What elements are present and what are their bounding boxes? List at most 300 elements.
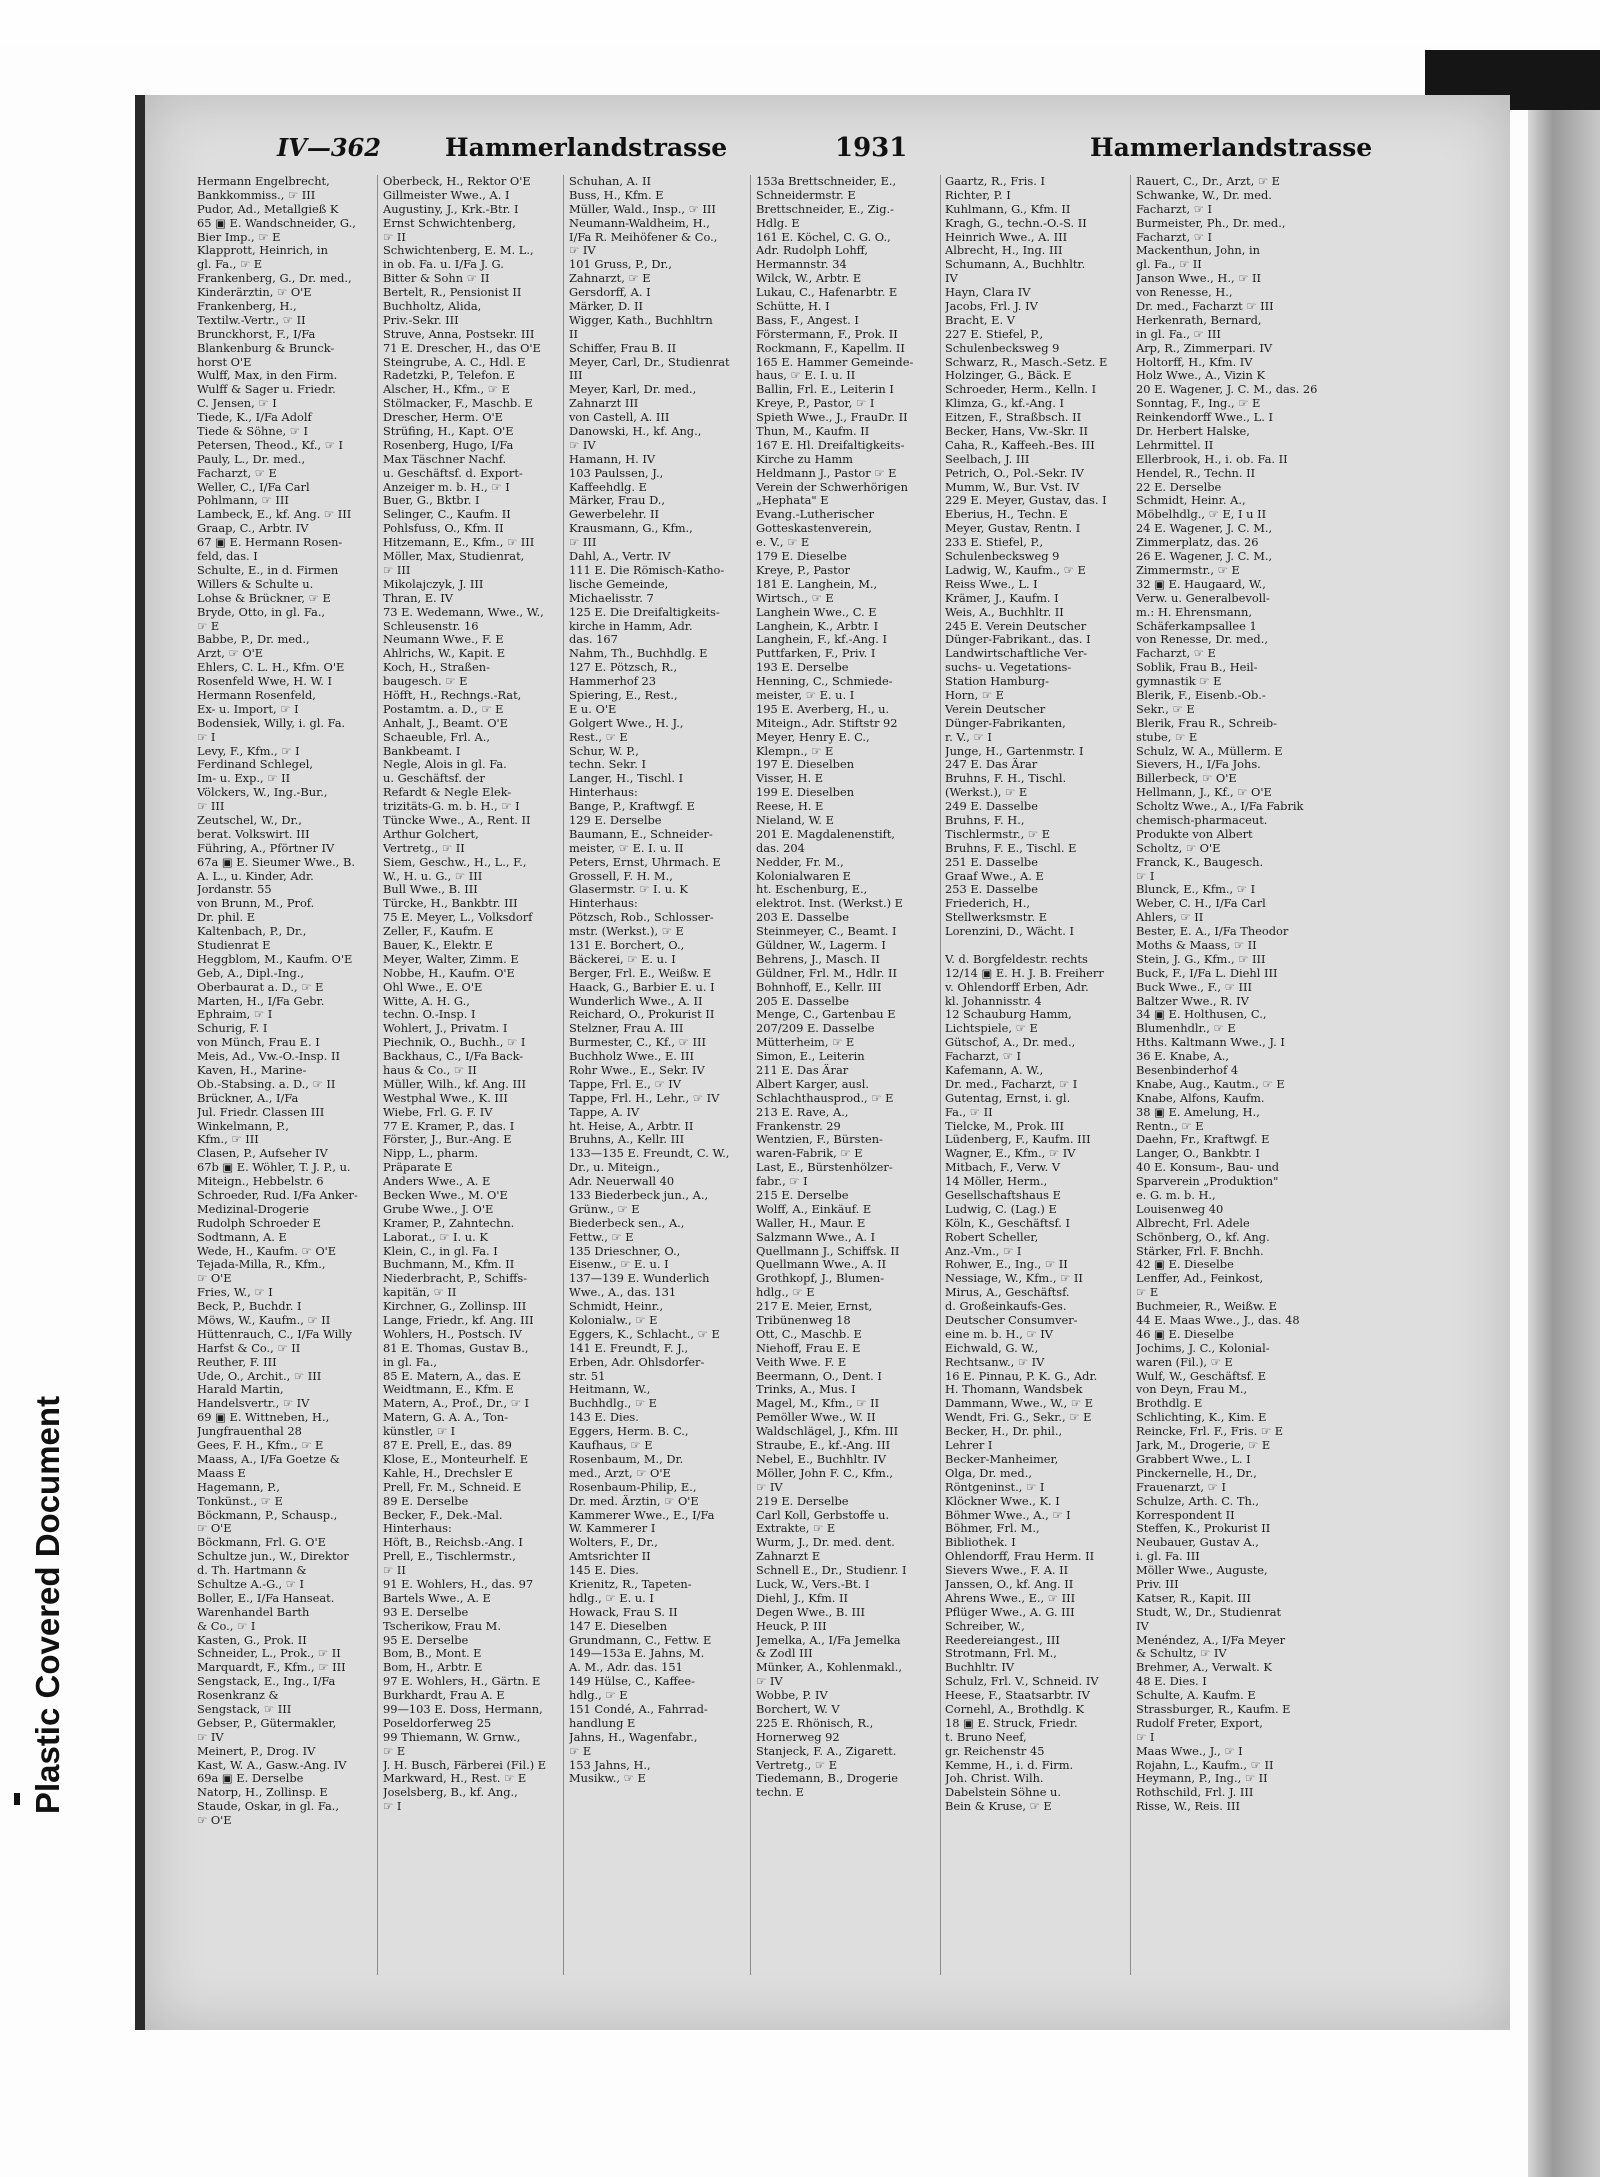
directory-entry-line: Natorp, H., Zollinsp. E	[197, 1786, 328, 1800]
directory-entry-line: Zahnarzt, ☞ E	[569, 272, 651, 286]
directory-entry-line: Quellmann J., Schiffsk. II	[756, 1244, 900, 1258]
directory-entry-line: Klapprott, Heinrich, in	[197, 244, 328, 258]
directory-entry-line: Stelzner, Frau A. III	[569, 1022, 684, 1036]
page-header	[145, 133, 1510, 169]
directory-entry-line: Boller, E., I/Fa Hanseat.	[197, 1591, 335, 1605]
directory-entry-line: 36 E. Knabe, A.,	[1136, 1050, 1230, 1064]
directory-entry-line: Besenbinderhof 4	[1136, 1064, 1239, 1077]
directory-entry-line: Hüttenrauch, C., I/Fa Willy	[197, 1327, 352, 1341]
directory-entry-line: Rest., ☞ E	[569, 730, 628, 744]
directory-entry-line: Poseldorferweg 25	[383, 1716, 492, 1730]
directory-entry-line: Schwarz, R., Masch.-Setz. E	[945, 355, 1108, 369]
directory-entry-line: Strassburger, R., Kaufm. E	[1136, 1702, 1291, 1716]
directory-entry-line: Förster, J., Bur.-Ang. E	[383, 1133, 512, 1147]
directory-entry-line: Sodtmann, A. E	[197, 1230, 287, 1244]
directory-entry-line: Kasten, G., Prok. II	[197, 1633, 307, 1647]
directory-entry-line: Cornehl, A., Brothdlg. K	[945, 1702, 1084, 1716]
directory-entry-line: Bom, H., Arbtr. E	[383, 1661, 483, 1675]
directory-entry-line: Kragh, G., techn.-O.-S. II	[945, 216, 1087, 230]
directory-entry-line: Ex- u. Import, ☞ I	[197, 702, 299, 716]
directory-entry-line: Ude, O., Archit., ☞ III	[197, 1369, 322, 1383]
directory-entry-line: Verw. u. Generalbevoll-	[1136, 591, 1270, 605]
directory-entry-line: Burmeister, Ph., Dr. med.,	[1136, 216, 1286, 230]
directory-entry-line: Wilck, W., Arbtr. E	[756, 272, 862, 286]
directory-entry-line: 213 E. Rave, A.,	[756, 1105, 849, 1119]
directory-entry-line: Behrens, J., Masch. II	[756, 952, 880, 966]
directory-entry-line: Hths. Kaltmann Wwe., J. I	[1136, 1036, 1285, 1050]
directory-entry-line: Menéndez, A., I/Fa Meyer	[1136, 1633, 1286, 1647]
directory-entry-line: meister, ☞ E. I. u. II	[569, 841, 684, 855]
directory-entry-line: Steffen, K., Prokurist II	[1136, 1522, 1271, 1536]
directory-entry-line: Niehoff, Frau E. E	[756, 1341, 861, 1355]
directory-entry-line: Rosenbaum-Philip, E.,	[569, 1480, 697, 1494]
directory-entry-line: Frankenstr. 29	[756, 1119, 841, 1133]
directory-entry-line: Hinterhaus:	[383, 1522, 452, 1536]
directory-entry-line: 46 ▣ E. Dieselbe	[1136, 1327, 1234, 1341]
directory-entry-line: Schäferkampsallee 1	[1136, 619, 1257, 633]
directory-entry-line: Kirchner, G., Zollinsp. III	[383, 1300, 527, 1314]
directory-entry-line: ☞ IV	[756, 1675, 783, 1689]
directory-entry-line: Harfst & Co., ☞ II	[197, 1341, 301, 1355]
directory-entry-line: horst O'E	[197, 355, 252, 369]
directory-entry-line: elektrot. Inst. (Werkst.) E	[756, 897, 903, 911]
directory-entry-line: Hdlg. E	[756, 216, 800, 230]
directory-entry-line: Gütschof, A., Dr. med.,	[945, 1036, 1076, 1050]
directory-entry-line: Mackenthun, John, in	[1136, 244, 1260, 258]
directory-entry-line: ☞ E	[569, 1744, 592, 1758]
directory-entry-line: Schumann, A., Buchhltr.	[945, 258, 1086, 272]
directory-entry-line: ☞ I	[1136, 1730, 1155, 1744]
directory-entry-line: Nahm, Th., Buchhdlg. E	[569, 647, 708, 661]
directory-entry-line: Kemme, H., i. d. Firm.	[945, 1758, 1074, 1772]
directory-entry-line: Jungfrauenthal 28	[197, 1425, 302, 1439]
directory-entry-line: in gl. Fa., ☞ III	[1136, 327, 1221, 341]
directory-entry-line: Burkhardt, Frau A. E	[383, 1689, 505, 1703]
directory-entry-line: Spiering, E., Rest.,	[569, 688, 678, 702]
directory-entry-line: Hermann Engelbrecht,	[197, 175, 330, 188]
directory-entry-line: Weidtmann, E., Kfm. E	[383, 1383, 514, 1397]
directory-entry-line: Meis, Ad., Vw.-O.-Insp. II	[197, 1050, 340, 1064]
directory-entry-line: Levy, F., Kfm., ☞ I	[197, 744, 300, 758]
directory-entry-line: Junge, H., Gartenmstr. I	[945, 744, 1084, 758]
directory-entry-line: gymnastik ☞ E	[1136, 675, 1222, 689]
directory-entry-line: Wolters, F., Dr.,	[569, 1536, 658, 1550]
directory-entry-line: Amtsrichter II	[569, 1550, 651, 1564]
directory-entry-line: Zahnarzt III	[569, 397, 639, 411]
directory-entry-line: Soblik, Frau B., Heil-	[1136, 661, 1258, 675]
directory-entry-line: Heinrich Wwe., A. III	[945, 230, 1068, 244]
directory-entry-line: Schmidt, Heinr.,	[569, 1300, 664, 1314]
directory-entry-line: Ferdinand Schlegel,	[197, 758, 313, 772]
directory-entry-line: suchs- u. Vegetations-	[945, 661, 1072, 675]
directory-entry-line: Tiedemann, B., Drogerie	[756, 1772, 899, 1786]
directory-entry-line: 143 E. Dies.	[569, 1411, 639, 1425]
directory-entry-line: 253 E. Dasselbe	[945, 883, 1038, 897]
directory-entry-line: Priv. III	[1136, 1577, 1179, 1591]
directory-entry-line: Waller, H., Maur. E	[756, 1216, 866, 1230]
directory-entry-line: Degen Wwe., B. III	[756, 1605, 866, 1619]
directory-entry-line: Miteign., Hebbelstr. 6	[197, 1175, 324, 1189]
directory-entry-line: Hinterhaus:	[569, 786, 638, 800]
directory-entry-line: Böckmann, Frl. G. O'E	[197, 1536, 326, 1550]
directory-entry-line: Produkte von Albert	[1136, 827, 1253, 841]
directory-entry-line: 149 Hülse, C., Kaffee-	[569, 1675, 695, 1689]
directory-entry-line: Steinmeyer, C., Beamt. I	[756, 925, 897, 939]
directory-entry-line: Kfm., ☞ III	[197, 1133, 259, 1147]
directory-entry-line: Reiss Wwe., L. I	[945, 577, 1038, 591]
directory-entry-line: med., Arzt, ☞ O'E	[569, 1466, 671, 1480]
directory-entry-line: Nessiage, W., Kfm., ☞ II	[945, 1272, 1083, 1286]
directory-entry-line: Seelbach, J. III	[945, 452, 1030, 466]
directory-entry-line: Schwichtenberg, E. M. L.,	[383, 244, 534, 258]
directory-entry-line: 65 ▣ E. Wandschneider, G.,	[197, 216, 356, 230]
directory-entry-line: Mitbach, F., Verw. V	[945, 1161, 1061, 1175]
directory-entry-line: 167 E. Hl. Dreifaltigkeits-	[756, 438, 905, 452]
directory-entry-line: Frankenberg, G., Dr. med.,	[197, 272, 352, 286]
directory-entry-line: Petersen, Theod., Kf., ☞ I	[197, 438, 344, 452]
directory-entry-line: Grundmann, C., Fettw. E	[569, 1633, 712, 1647]
directory-entry-line: das. 167	[569, 633, 618, 647]
directory-entry-line: Wurm, J., Dr. med. dent.	[756, 1536, 895, 1550]
directory-column-4	[756, 175, 934, 1995]
directory-entry-line: Schroeder, Herm., Kelln. I	[945, 383, 1097, 397]
directory-entry-line: Jark, M., Drogerie, ☞ E	[1136, 1439, 1271, 1453]
directory-entry-line: d. Großeinkaufs-Ges.	[945, 1300, 1067, 1314]
directory-entry-line: Schnell E., Dr., Studienr. I	[756, 1564, 907, 1578]
directory-entry-line: Albrecht, H., Ing. III	[945, 244, 1063, 258]
directory-entry-line: Ahlers, ☞ II	[1136, 911, 1204, 925]
directory-entry-line: Becker, Hans, Vw.-Skr. II	[945, 425, 1088, 439]
directory-entry-line: Blerik, F., Eisenb.-Ob.-	[1136, 688, 1266, 702]
directory-entry-line: Holzinger, G., Bäck. E	[945, 369, 1072, 383]
directory-entry-line: Laborat., ☞ I. u. K	[383, 1230, 488, 1244]
directory-entry-line: Kaven, H., Marine-	[197, 1064, 307, 1077]
directory-entry-line: Becker, F., Dek.-Mal.	[383, 1508, 503, 1522]
directory-entry-line: Krausmann, G., Kfm.,	[569, 522, 693, 536]
directory-entry-line: Kinderärztin, ☞ O'E	[197, 286, 312, 300]
directory-entry-line: Howack, Frau S. II	[569, 1605, 678, 1619]
directory-entry-line: Röntgeninst., ☞ I	[945, 1480, 1045, 1494]
directory-entry-line: Gillmeister Wwe., A. I	[383, 188, 510, 202]
directory-entry-line: Daehn, Fr., Kraftwgf. E	[1136, 1133, 1270, 1147]
directory-entry-line: mstr. (Werkst.), ☞ E	[569, 925, 684, 939]
directory-entry-line: fabr., ☞ I	[756, 1175, 808, 1189]
directory-entry-line: künstler, ☞ I	[383, 1425, 456, 1439]
directory-entry-line: 153a Brettschneider, E.,	[756, 175, 897, 188]
directory-entry-line: Nipp, L., pharm.	[383, 1147, 479, 1161]
directory-entry-line: Haack, G., Barbier E. u. I	[569, 980, 715, 994]
directory-entry-line: Nebel, E., Buchhltr. IV	[756, 1452, 886, 1466]
directory-entry-line: ☞ III	[569, 536, 597, 550]
directory-entry-line: Zeller, F., Kaufm. E	[383, 925, 494, 939]
directory-entry-line: Bester, E. A., I/Fa Theodor	[1136, 925, 1289, 939]
directory-entry-line: Bitter & Sohn ☞ II	[383, 272, 490, 286]
directory-entry-line: Klein, C., in gl. Fa. I	[383, 1244, 498, 1258]
directory-entry-line: stube, ☞ E	[1136, 730, 1198, 744]
directory-entry-line: Henning, C., Schmiede-	[756, 675, 893, 689]
directory-entry-line: str. 51	[569, 1369, 606, 1383]
directory-entry-line: Baltzer Wwe., R. IV	[1136, 994, 1249, 1008]
directory-entry-line: Maass E	[197, 1466, 246, 1480]
directory-entry-line: Brehmer, A., Verwalt. K	[1136, 1661, 1272, 1675]
directory-entry-line: Reuther, F. III	[197, 1355, 277, 1369]
directory-entry-line: Böhmer Wwe., A., ☞ I	[945, 1508, 1071, 1522]
directory-entry-line: Lüdenberg, F., Kaufm. III	[945, 1133, 1091, 1147]
directory-entry-line: Sengstack, ☞ III	[197, 1702, 292, 1716]
directory-column-2	[383, 175, 557, 1995]
directory-entry-line: Anhalt, J., Beamt. O'E	[383, 716, 509, 730]
directory-entry-line: Franck, K., Baugesch.	[1136, 855, 1264, 869]
directory-entry-line: Tejada-Milla, R., Kfm.,	[197, 1258, 326, 1272]
directory-entry-line: IV	[945, 272, 958, 286]
directory-entry-line: Spieth Wwe., J., FrauDr. II	[756, 411, 908, 425]
directory-entry-line: 251 E. Dasselbe	[945, 855, 1038, 869]
directory-entry-line: Golgert Wwe., H. J.,	[569, 716, 684, 730]
directory-entry-line: eine m. b. H., ☞ IV	[945, 1327, 1054, 1341]
directory-entry-line: Waldschlägel, J., Kfm. III	[756, 1425, 899, 1439]
directory-entry-line: 16 E. Pinnau, P. K. G., Adr.	[945, 1369, 1098, 1383]
directory-entry-line: Dr. med. Ärztin, ☞ O'E	[569, 1494, 699, 1508]
directory-entry-line: Wulff & Sager u. Friedr.	[197, 383, 336, 397]
directory-entry-line: Hellmann, J., Kf., ☞ O'E	[1136, 786, 1272, 800]
directory-entry-line: Brunckhorst, F., I/Fa	[197, 327, 316, 341]
directory-entry-line: Schulenbecksweg 9	[945, 550, 1060, 564]
directory-entry-line: 127 E. Pötzsch, R.,	[569, 661, 678, 675]
directory-entry-line: ☞ O'E	[197, 1272, 232, 1286]
directory-entry-line: Tielcke, M., Prok. III	[945, 1119, 1065, 1133]
directory-entry-line: Wigger, Kath., Buchhltrn	[569, 313, 713, 327]
directory-entry-line: Führing, A., Pförtner IV	[197, 841, 335, 855]
directory-entry-line: Berger, Frl. E., Weißw. E	[569, 966, 712, 980]
margin-mark	[14, 1793, 20, 1805]
directory-entry-line: Albert Karger, ausl.	[756, 1077, 869, 1091]
directory-entry-line: Steingrube, A. C., Hdl. E	[383, 355, 526, 369]
directory-entry-line: Stärker, Frl. F. Bnchh.	[1136, 1244, 1264, 1258]
directory-entry-line: Bass, F., Angest. I	[756, 313, 859, 327]
directory-entry-line: Petrich, O., Pol.-Sekr. IV	[945, 466, 1084, 480]
directory-entry-line: i. gl. Fa. III	[1136, 1550, 1200, 1564]
directory-entry-line: e. G. m. b. H.,	[1136, 1189, 1216, 1203]
directory-entry-line: 133 Biederbeck jun., A.,	[569, 1189, 709, 1203]
directory-entry-line: Grünw., ☞ E	[569, 1202, 640, 1216]
directory-column-5	[945, 175, 1125, 1995]
directory-entry-line: Heldmann J., Pastor ☞ E	[756, 466, 897, 480]
directory-entry-line: e. V., ☞ E	[756, 536, 810, 550]
directory-entry-line: 99—103 E. Doss, Hermann,	[383, 1702, 543, 1716]
directory-entry-line: 215 E. Derselbe	[756, 1189, 849, 1203]
directory-entry-line: Warenhandel Barth	[197, 1605, 310, 1619]
directory-entry-line: Dünger-Fabrikanten,	[945, 716, 1066, 730]
directory-entry-line: Gutentag, Ernst, i. gl.	[945, 1091, 1071, 1105]
directory-entry-line: Rohwer, E., Ing., ☞ II	[945, 1258, 1068, 1272]
directory-entry-line: Rojahn, L., Kaufm., ☞ II	[1136, 1758, 1274, 1772]
directory-entry-line: Winkelmann, P.,	[197, 1119, 289, 1133]
directory-entry-line: Becker-Manheimer,	[945, 1452, 1059, 1466]
directory-entry-line: Bier Imp., ☞ E	[197, 230, 281, 244]
directory-entry-line: 145 E. Dies.	[569, 1564, 639, 1578]
directory-entry-line: Schmidt, Heinr. A.,	[1136, 494, 1246, 508]
directory-entry-line: Schleusenstr. 16	[383, 619, 479, 633]
directory-entry-line: 203 E. Dasselbe	[756, 911, 849, 925]
directory-entry-line: Buer, G., Bktbr. I	[383, 494, 480, 508]
directory-entry-line: Wohlert, J., Privatm. I	[383, 1022, 508, 1036]
directory-entry-line: 67b ▣ E. Wöhler, T. J. P., u.	[197, 1161, 351, 1175]
directory-entry-line: Biederbeck sen., A.,	[569, 1216, 685, 1230]
directory-entry-line: Bibliothek. I	[945, 1536, 1016, 1550]
directory-entry-line: Oberbeck, H., Rektor O'E	[383, 175, 531, 188]
directory-entry-line: Frankenberg, H.,	[197, 300, 297, 314]
directory-entry-line: 245 E. Verein Deutscher	[945, 619, 1087, 633]
directory-entry-line: Schlachthausprod., ☞ E	[756, 1091, 894, 1105]
directory-entry-line: II	[569, 327, 578, 341]
directory-entry-line: 153 Jahns, H.,	[569, 1758, 651, 1772]
directory-entry-line: Last, E., Bürstenhölzer-	[756, 1161, 893, 1175]
directory-entry-line: Hinterhaus:	[569, 897, 638, 911]
directory-entry-line: Möller, Max, Studienrat,	[383, 550, 525, 564]
directory-entry-line: Knabe, Alfons, Kaufm.	[1136, 1091, 1265, 1105]
directory-entry-line: Dr. med., Facharzt, ☞ I	[945, 1077, 1078, 1091]
directory-entry-line: Clasen, P., Aufseher IV	[197, 1147, 328, 1161]
directory-entry-line: Mumm, W., Bur. Vst. IV	[945, 480, 1080, 494]
directory-entry-line: Max Täschner Nachf.	[383, 452, 507, 466]
directory-entry-line: Babbe, P., Dr. med.,	[197, 633, 310, 647]
directory-entry-line: Sonntag, F., Ing., ☞ E	[1136, 397, 1261, 411]
directory-entry-line: Klempn., ☞ E	[756, 744, 834, 758]
directory-entry-line: 197 E. Dieselben	[756, 758, 855, 772]
directory-entry-line: Hammerhof 23	[569, 675, 657, 689]
directory-entry-line: Reincke, Frl. F., Fris. ☞ E	[1136, 1425, 1284, 1439]
directory-entry-line: Vertretg., ☞ E	[756, 1758, 838, 1772]
directory-entry-line: Facharzt, ☞ E	[1136, 647, 1216, 661]
directory-entry-line: Pinckernelle, H., Dr.,	[1136, 1466, 1257, 1480]
directory-entry-line: Hornerweg 92	[756, 1730, 840, 1744]
directory-entry-line: Lichtspiele, ☞ E	[945, 1022, 1038, 1036]
directory-entry-line: Salzmann Wwe., A. I	[756, 1230, 876, 1244]
directory-entry-line: Kafemann, A. W.,	[945, 1064, 1044, 1077]
directory-entry-line: (Werkst.), ☞ E	[945, 786, 1028, 800]
directory-entry-line: Kirche zu Hamm	[756, 452, 853, 466]
directory-entry-line: Möbelhdlg., ☞ E, I u II	[1136, 508, 1267, 522]
directory-entry-line: Holtorff, H., Kfm. IV	[1136, 355, 1253, 369]
directory-entry-line: Böhmer, Frl. M.,	[945, 1522, 1040, 1536]
directory-entry-line: feld, das. I	[197, 550, 258, 564]
directory-entry-line: r. V., ☞ I	[945, 730, 992, 744]
directory-entry-line: Eichwald, G. W.,	[945, 1341, 1039, 1355]
directory-entry-line: Carl Koll, Gerbstoffe u.	[756, 1508, 890, 1522]
directory-entry-line: A. M., Adr. das. 151	[569, 1661, 683, 1675]
directory-entry-line: 81 E. Thomas, Gustav B.,	[383, 1341, 529, 1355]
directory-entry-line: 217 E. Meier, Ernst,	[756, 1300, 873, 1314]
directory-entry-line: Sievers Wwe., F. A. II	[945, 1564, 1069, 1578]
directory-entry-line: Hendel, R., Techn. II	[1136, 466, 1256, 480]
directory-entry-line: Wentzien, F., Bürsten-	[756, 1133, 883, 1147]
directory-entry-line: Hamann, H. IV	[569, 452, 656, 466]
directory-entry-line: Eitzen, F., Straßbsch. II	[945, 411, 1082, 425]
directory-entry-line: 141 E. Freundt, F. J.,	[569, 1341, 689, 1355]
directory-entry-line	[945, 939, 1125, 953]
directory-entry-line: Pauly, L., Dr. med.,	[197, 452, 306, 466]
directory-entry-line: ht. Eschenburg, E.,	[756, 883, 868, 897]
directory-entry-line: Jacobs, Frl. J. IV	[945, 300, 1038, 314]
directory-entry-line: Handelsvertr., ☞ IV	[197, 1397, 310, 1411]
directory-entry-line: Heggblom, M., Kaufm. O'E	[197, 952, 353, 966]
directory-entry-line: 12 Schauburg Hamm,	[945, 1008, 1072, 1022]
directory-entry-line: Gotteskastenverein,	[756, 522, 872, 536]
directory-entry-line: Diehl, J., Kfm. II	[756, 1591, 849, 1605]
directory-entry-line: Westphal Wwe., K. III	[383, 1091, 508, 1105]
directory-entry-line: Olga, Dr. med.,	[945, 1466, 1032, 1480]
directory-entry-line: Wagner, E., Kfm., ☞ IV	[945, 1147, 1076, 1161]
directory-entry-line: Straube, E., kf.-Ang. III	[756, 1439, 891, 1453]
street-heading-left: Hammerlandstrasse	[445, 133, 728, 162]
directory-entry-line: Lohse & Brückner, ☞ E	[197, 591, 331, 605]
directory-entry-line: Burmester, C., Kf., ☞ III	[569, 1036, 706, 1050]
directory-entry-line: Wendt, Fri. G., Sekr., ☞ E	[945, 1411, 1092, 1425]
directory-entry-line: Weis, A., Buchhltr. II	[945, 605, 1064, 619]
directory-entry-line: W. Kammerer I	[569, 1522, 656, 1536]
directory-entry-line: Jemelka, A., I/Fa Jemelka	[756, 1633, 901, 1647]
directory-entry-line: Willers & Schulte u.	[197, 577, 314, 591]
directory-entry-line: Möller Wwe., Auguste,	[1136, 1564, 1268, 1578]
directory-entry-line: 75 E. Meyer, L., Volksdorf	[383, 911, 533, 925]
directory-entry-line: von Renesse, Dr. med.,	[1136, 633, 1268, 647]
directory-entry-line: Tappe, A. IV	[569, 1105, 640, 1119]
directory-entry-line: Knabe, Aug., Kautm., ☞ E	[1136, 1077, 1285, 1091]
directory-entry-line: 99 Thiemann, W. Grnw.,	[383, 1730, 521, 1744]
directory-entry-line: Struve, Anna, Postsekr. III	[383, 327, 535, 341]
directory-entry-line: Maas Wwe., J., ☞ I	[1136, 1744, 1243, 1758]
directory-entry-line: Kreye, P., Pastor, ☞ I	[756, 397, 875, 411]
directory-entry-line: Kramer, P., Zahntechn.	[383, 1216, 515, 1230]
directory-entry-line: 247 E. Das Ärar	[945, 758, 1038, 772]
directory-entry-line: Becken Wwe., M. O'E	[383, 1189, 508, 1203]
directory-entry-line: haus & Co., ☞ II	[383, 1064, 477, 1077]
directory-entry-line: Wohlers, H., Postsch. IV	[383, 1327, 522, 1341]
directory-entry-line: Blerik, Frau R., Schreib-	[1136, 716, 1278, 730]
directory-entry-line: Meyer, Walter, Zimm. E	[383, 952, 519, 966]
directory-entry-line: Kaltenbach, P., Dr.,	[197, 925, 307, 939]
directory-entry-line: Vertretg., ☞ II	[383, 841, 465, 855]
directory-entry-line: das. 204	[756, 841, 805, 855]
directory-entry-line: Deutscher Consumver-	[945, 1314, 1078, 1328]
directory-entry-line: Meyer, Carl, Dr., Studienrat	[569, 355, 730, 369]
directory-entry-line: Kast, W. A., Gasw.-Ang. IV	[197, 1758, 347, 1772]
directory-entry-line: Mütterheim, ☞ E	[756, 1036, 855, 1050]
directory-entry-line: Stanjeck, F. A., Zigarett.	[756, 1744, 897, 1758]
directory-entry-line: Bertelt, R., Pensionist II	[383, 286, 522, 300]
directory-entry-line: gl. Fa., ☞ E	[197, 258, 263, 272]
directory-entry-line: Rosenbaum, M., Dr.	[569, 1452, 684, 1466]
directory-entry-line: 165 E. Hammer Gemeinde-	[756, 355, 914, 369]
directory-entry-line: Bruhns, F. H.,	[945, 813, 1025, 827]
street-heading-right: Hammerlandstrasse	[1090, 133, 1373, 162]
directory-entry-line: Facharzt, ☞ I	[1136, 230, 1213, 244]
directory-entry-line: techn. Sekr. I	[569, 758, 646, 772]
directory-entry-line: 193 E. Derselbe	[756, 661, 849, 675]
directory-entry-line: Bein & Kruse, ☞ E	[945, 1800, 1052, 1814]
directory-entry-line: 135 Drieschner, O.,	[569, 1244, 681, 1258]
directory-entry-line: Bauer, K., Elektr. E	[383, 938, 493, 952]
directory-entry-line: Buchhltr. IV	[945, 1661, 1015, 1675]
directory-entry-line: Stellwerksmstr. E	[945, 911, 1048, 925]
directory-entry-line: kirche in Hamm, Adr.	[569, 619, 693, 633]
directory-entry-line: Mirus, A., Geschäftsf.	[945, 1286, 1070, 1300]
directory-entry-line: ☞ IV	[569, 244, 596, 258]
directory-entry-line: Märker, D. II	[569, 300, 643, 314]
directory-entry-line: Dabelstein Söhne u.	[945, 1786, 1062, 1800]
scan-top-margin	[0, 0, 1600, 44]
directory-entry-line: hdlg., ☞ E. u. I	[569, 1591, 654, 1605]
